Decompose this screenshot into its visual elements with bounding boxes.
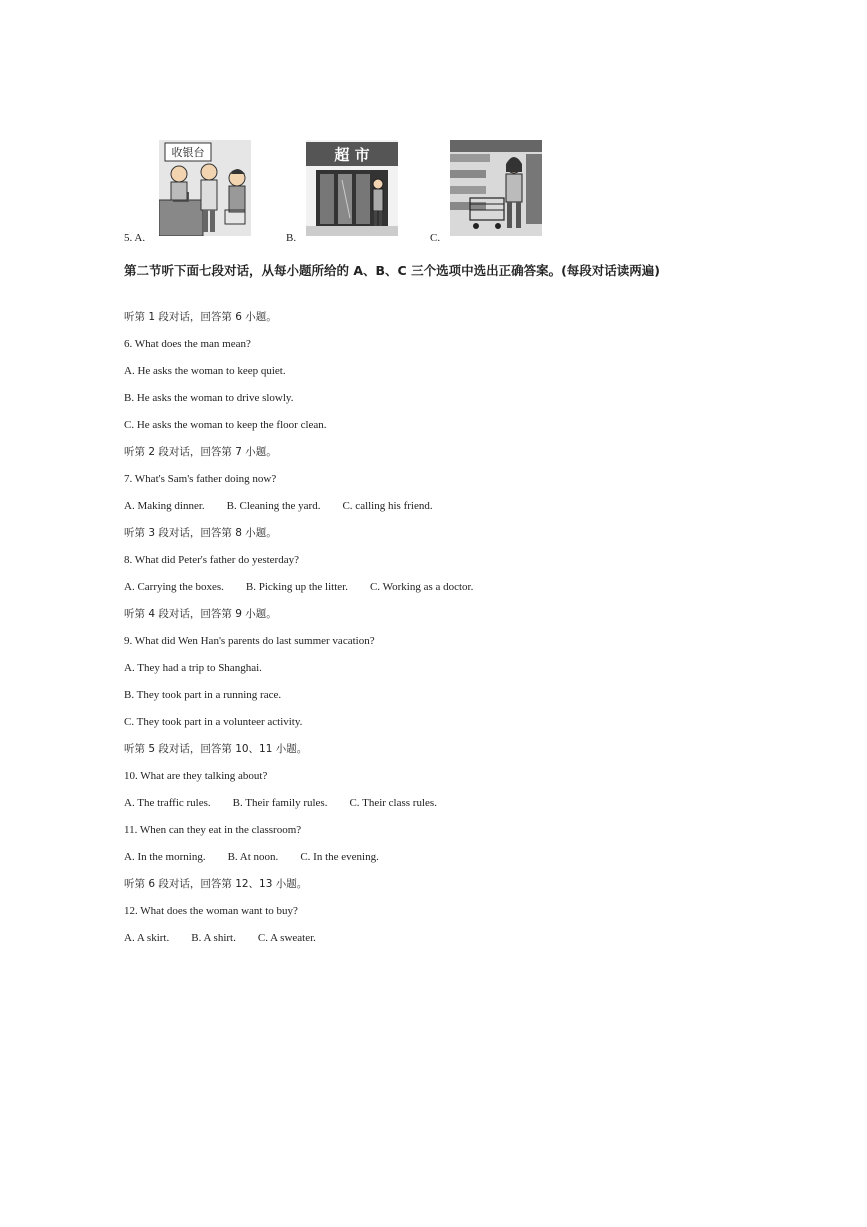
question-line: B. They took part in a running race. (124, 689, 282, 701)
answer-option: B. A shirt. (191, 932, 236, 944)
supermarket-picture (306, 140, 398, 236)
option-c (430, 140, 564, 246)
dialogue-instruction: 听第 2 段对话，回答第 7 小题。 (124, 446, 277, 458)
listening-section (124, 258, 724, 958)
checkout-counter-picture (159, 140, 251, 236)
answer-options-row (124, 850, 724, 877)
answer-options-row (124, 499, 724, 526)
answer-option: C. calling his friend. (342, 500, 433, 512)
question-line: C. He asks the woman to keep the floor clean. (124, 419, 327, 431)
checkout-sign: 收银台 (171, 146, 205, 159)
option-b-label: B. (286, 232, 297, 244)
answer-option: B. At noon. (227, 851, 279, 863)
question-line: 8. What did Peter's father do yesterday? (124, 554, 299, 566)
answer-option: A. The traffic rules. (124, 797, 211, 809)
answer-options-row (124, 580, 724, 607)
option-a (124, 140, 254, 246)
dialogue-instruction: 听第 6 段对话，回答第 12、13 小题。 (124, 878, 308, 890)
dialogue-instruction: 听第 5 段对话，回答第 10、11 小题。 (124, 743, 308, 755)
dialogue-instruction: 听第 4 段对话，回答第 9 小题。 (124, 608, 277, 620)
answer-option: A. A skirt. (124, 932, 170, 944)
answer-option: B. Cleaning the yard. (226, 500, 321, 512)
answer-option: C. Working as a doctor. (369, 581, 474, 593)
option-a-label: 5. A. (124, 232, 146, 244)
supermarket-sign: 超 市 (334, 146, 370, 164)
answer-options-row (124, 931, 724, 958)
question-5-pictures (124, 140, 564, 246)
section-heading: 第二节听下面七段对话，从每小题所给的 A、B、C 三个选项中选出正确答案。(每段对话读两遍) (124, 263, 661, 278)
option-c-label: C. (430, 232, 441, 244)
shopping-cart-picture (450, 140, 542, 236)
question-line: 9. What did Wen Han's parents do last summer vacation? (124, 635, 375, 647)
question-line: 12. What does the woman want to buy? (124, 905, 298, 917)
question-line: A. He asks the woman to keep quiet. (124, 365, 286, 377)
question-5-number: 5. (124, 232, 133, 244)
question-line: C. They took part in a volunteer activity. (124, 716, 303, 728)
question-line: 11. When can they eat in the classroom? (124, 824, 302, 836)
question-line: 10. What are they talking about? (124, 770, 268, 782)
answer-option: A. In the morning. (124, 851, 206, 863)
answer-option: B. Picking up the litter. (245, 581, 348, 593)
question-line: A. They had a trip to Shanghai. (124, 662, 262, 674)
question-list (124, 310, 724, 958)
question-line: 6. What does the man mean? (124, 338, 251, 350)
question-line: B. He asks the woman to drive slowly. (124, 392, 294, 404)
question-line: 7. What's Sam's father doing now? (124, 473, 277, 485)
answer-option: A. Making dinner. (124, 500, 205, 512)
dialogue-instruction: 听第 1 段对话，回答第 6 小题。 (124, 311, 277, 323)
dialogue-instruction: 听第 3 段对话，回答第 8 小题。 (124, 527, 277, 539)
answer-options-row (124, 796, 724, 823)
answer-option: C. In the evening. (300, 851, 379, 863)
answer-option: B. Their family rules. (232, 797, 328, 809)
answer-option: C. A sweater. (257, 932, 316, 944)
option-b (284, 140, 414, 246)
answer-option: C. Their class rules. (349, 797, 437, 809)
answer-option: A. Carrying the boxes. (124, 581, 224, 593)
